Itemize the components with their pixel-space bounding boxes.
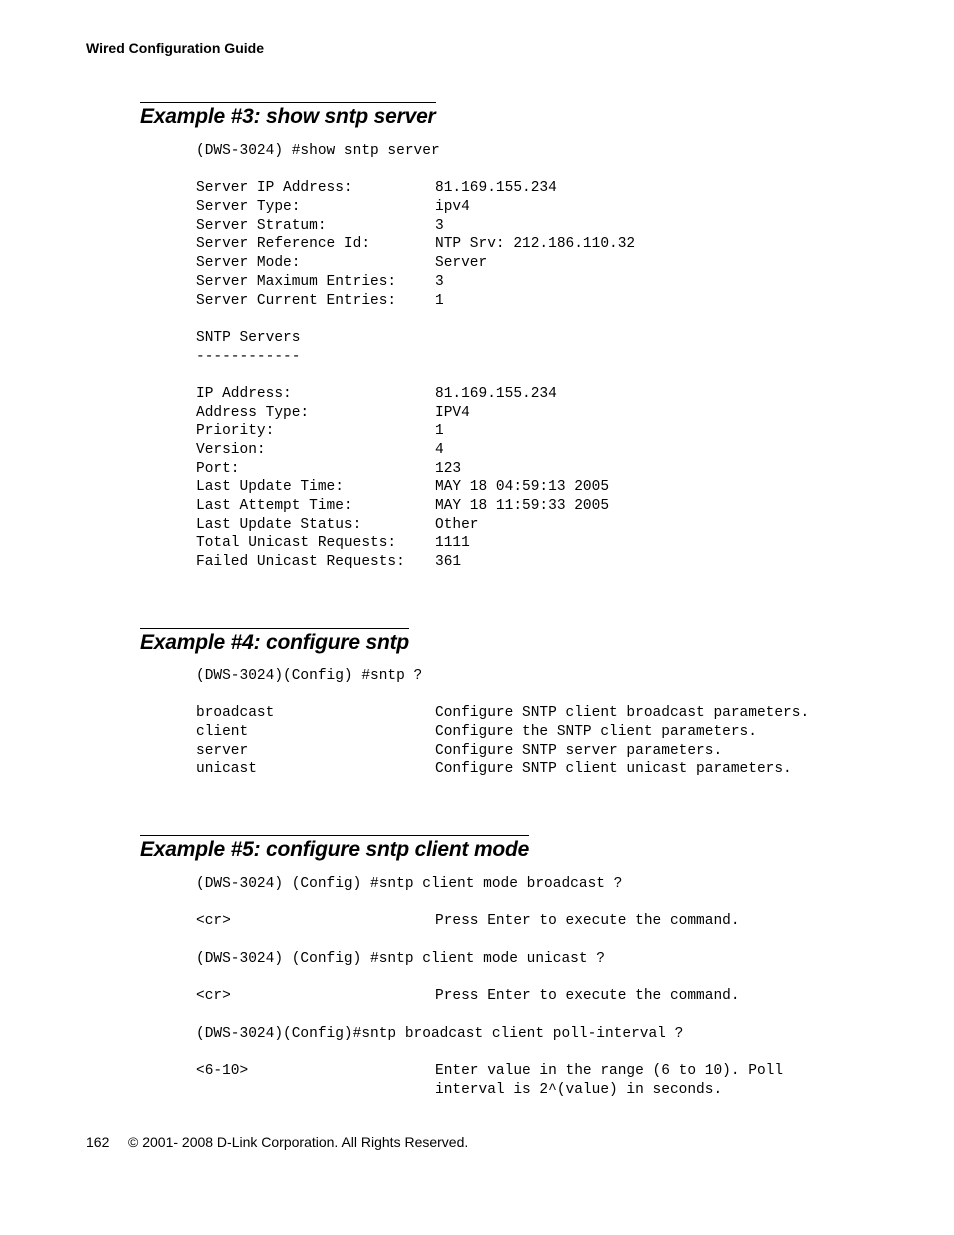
output-value: IPV4 (435, 404, 470, 421)
output-key: server (196, 742, 249, 759)
output-key: broadcast (196, 705, 275, 722)
running-header: Wired Configuration Guide (86, 40, 264, 56)
output-row (196, 1043, 783, 1062)
output-row (196, 987, 783, 1006)
output-key: Last Update Status: (196, 516, 362, 533)
code-block-example-5 (196, 875, 783, 1099)
code-block-example-4 (196, 667, 809, 779)
output-key: IP Address: (196, 385, 292, 402)
output-row (196, 553, 635, 572)
output-key: Server Stratum: (196, 217, 327, 234)
output-key: Server Reference Id: (196, 236, 371, 253)
output-value: Server (435, 255, 488, 272)
output-row (196, 742, 809, 761)
output-key: Address Type: (196, 404, 310, 421)
output-value: Press Enter to execute the command. (435, 913, 740, 930)
output-row (196, 950, 783, 969)
command-line: (DWS-3024) (Config) #sntp client mode broadcast ? (196, 876, 623, 892)
output-value: ipv4 (435, 199, 470, 216)
output-value: 4 (435, 442, 444, 458)
output-row (196, 348, 635, 367)
output-row (196, 460, 635, 479)
command-line: (DWS-3024) #show sntp server (196, 143, 440, 159)
output-value: 3 (435, 273, 444, 290)
section-example-3 (140, 102, 436, 129)
output-value: 1 (435, 423, 444, 440)
output-row (196, 497, 635, 516)
output-key: (DWS-3024) (Config) #sntp client mode unicast ? (196, 950, 605, 967)
output-key: client (196, 724, 249, 741)
output-row (196, 441, 635, 460)
output-value: MAY 18 04:59:13 2005 (435, 479, 610, 496)
command-line: (DWS-3024)(Config) #sntp ? (196, 668, 423, 684)
output-key: Port: (196, 460, 240, 477)
output-key: Last Update Time: (196, 479, 344, 496)
output-row (196, 723, 809, 742)
output-key: Server Type: (196, 199, 301, 216)
output-key: Version: (196, 442, 266, 458)
output-key: <cr> (196, 988, 231, 1005)
output-row (196, 422, 635, 441)
output-value: MAY 18 11:59:33 2005 (435, 498, 610, 515)
output-value: 81.169.155.234 (435, 180, 557, 197)
output-row (196, 273, 635, 292)
output-value: 1111 (435, 535, 470, 552)
output-key: Last Attempt Time: (196, 498, 353, 515)
output-row (196, 404, 635, 423)
output-value: Configure SNTP server parameters. (435, 742, 723, 759)
section-title: Example #4: configure sntp (140, 628, 409, 655)
code-block-example-3 (196, 142, 635, 572)
output-key: (DWS-3024)(Config)#sntp broadcast client poll-interval ? (196, 1025, 684, 1042)
output-key: Server Current Entries: (196, 292, 397, 309)
page-number: 162 (86, 1134, 110, 1150)
output-value: Press Enter to execute the command. (435, 988, 740, 1005)
output-row (196, 1062, 783, 1081)
output-row (196, 516, 635, 535)
output-row (196, 385, 635, 404)
output-key: SNTP Servers (196, 329, 301, 346)
section-title: Example #3: show sntp server (140, 102, 436, 129)
output-key: ------------ (196, 348, 301, 365)
output-key: unicast (196, 761, 257, 778)
output-value: Configure the SNTP client parameters. (435, 724, 757, 741)
output-row (196, 366, 635, 385)
output-value: Configure SNTP client unicast parameters. (435, 761, 792, 778)
output-key: Total Unicast Requests: (196, 535, 397, 552)
copyright-text: © 2001- 2008 D-Link Corporation. All Rights Reserved. (128, 1134, 469, 1150)
output-value: Other (435, 516, 479, 533)
output-row (196, 686, 809, 705)
output-key: Server IP Address: (196, 180, 353, 197)
output-row (196, 161, 635, 180)
output-key: <6-10> (196, 1062, 249, 1079)
output-row (196, 704, 809, 723)
output-row (196, 931, 783, 950)
page-footer (86, 1134, 468, 1150)
output-value: 123 (435, 460, 462, 477)
output-key: Failed Unicast Requests: (196, 554, 405, 571)
output-value: Configure SNTP client broadcast parameters. (435, 705, 810, 722)
section-example-5 (140, 835, 529, 862)
output-key: Server Mode: (196, 255, 301, 272)
output-row (196, 198, 635, 217)
output-row (196, 968, 783, 987)
output-value: 361 (435, 554, 462, 571)
output-row (196, 1006, 783, 1025)
output-row (196, 254, 635, 273)
output-row (196, 292, 635, 311)
output-row (196, 760, 809, 779)
output-row (196, 1081, 783, 1100)
output-row (196, 310, 635, 329)
section-title: Example #5: configure sntp client mode (140, 835, 529, 862)
output-row (196, 912, 783, 931)
output-value: interval is 2^(value) in seconds. (435, 1081, 723, 1098)
output-key: Server Maximum Entries: (196, 273, 397, 290)
output-row (196, 894, 783, 913)
output-value: 1 (435, 292, 444, 309)
output-value: 3 (435, 217, 444, 234)
output-row (196, 235, 635, 254)
output-row (196, 179, 635, 198)
output-row (196, 1025, 783, 1044)
output-row (196, 534, 635, 553)
output-value: NTP Srv: 212.186.110.32 (435, 236, 636, 253)
output-key: Priority: (196, 423, 275, 440)
output-row (196, 329, 635, 348)
output-row (196, 217, 635, 236)
output-row (196, 478, 635, 497)
section-example-4 (140, 628, 409, 655)
output-value: Enter value in the range (6 to 10). Poll (435, 1062, 784, 1079)
output-value: 81.169.155.234 (435, 385, 557, 402)
output-key: <cr> (196, 913, 231, 930)
